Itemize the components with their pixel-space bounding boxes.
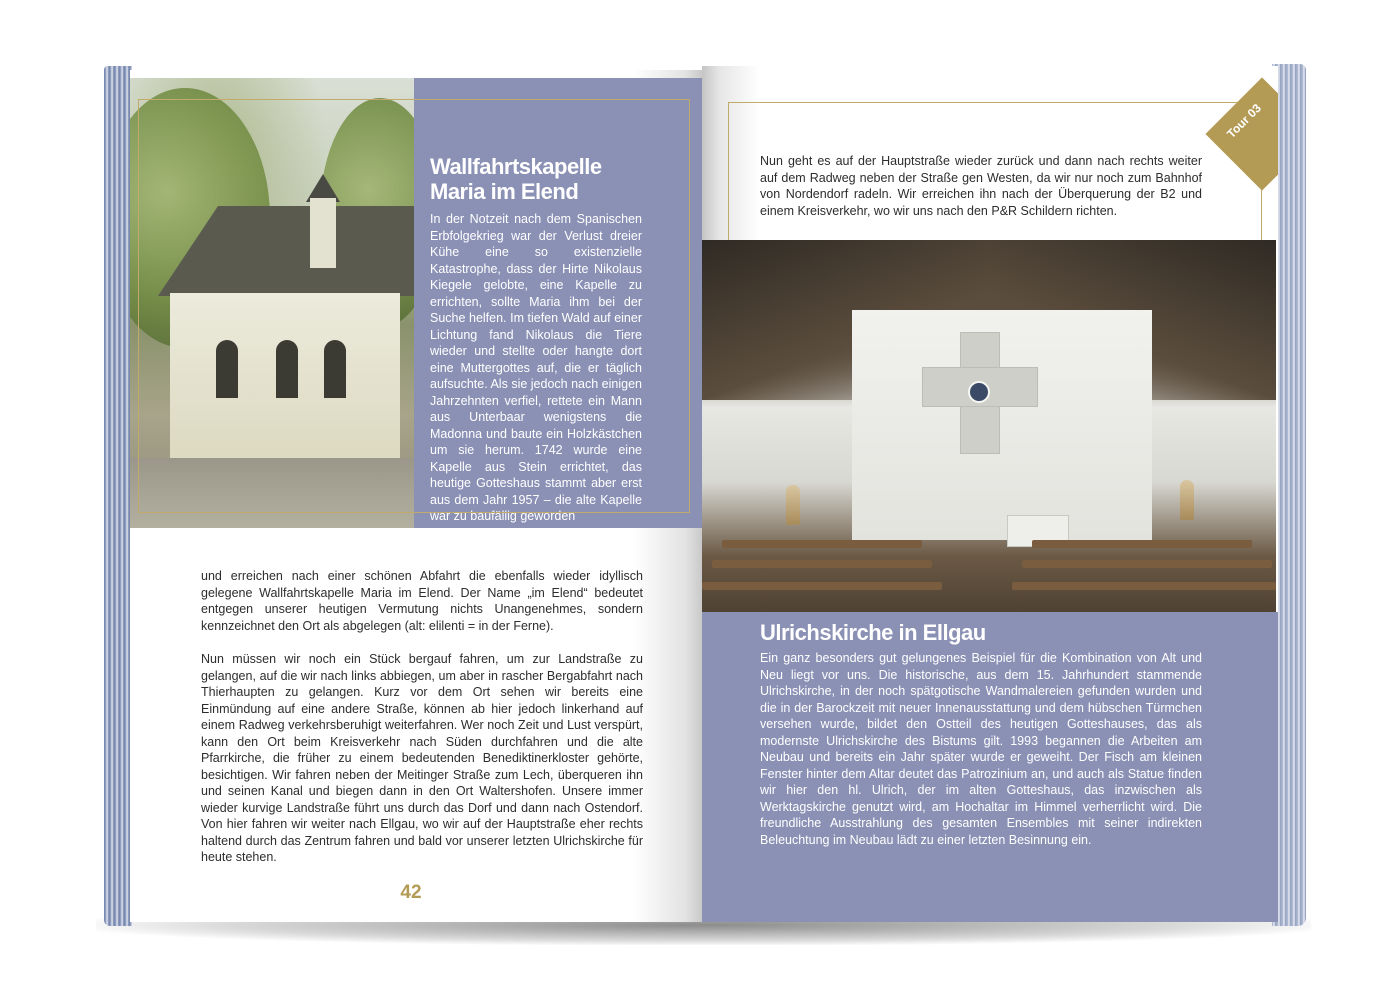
page-number: 42 [400,882,422,903]
chapel-title-line1: Wallfahrtskapelle [430,154,602,179]
pew [1032,540,1252,548]
chapel-box-text: In der Notzeit nach dem Spanischen Erbfolgekrieg war der Verlust dreier Kühe eine so existenzielle Katastrophe, dass der Hirte Nikolaus Kiegele gelobte, eine Kapelle zu errichten, sollte Maria ihm bei der Suche helfen. Im tiefen Wald auf einer Lichtung fand Nikolaus die Tiere wieder und stellte oder hangte dort eine Muttergottes auf, die er täglich aufsuchte. Als sie jedoch nach einigen Jahrzehnten verfiel, rettete ein Mann aus Unterbaar wenigstens die Madonna und baute ein Holzkästchen um sie herum. 1742 wurde eine Kapelle aus Stein errichtet, das heutige Gotteshaus stammt aber erst aus dem Jahr 1957 – die alte Kapelle war zu baufällig geworden [430,212,642,523]
pew [712,560,932,568]
pew [1022,560,1272,568]
chapel-title-line2: Maria im Elend [430,179,579,204]
right-page [702,66,1278,922]
left-page [130,70,702,922]
round-window [968,381,990,403]
intro-paragraph: Nun geht es auf der Hauptstraße wieder zurück und dann nach rechts weiter auf dem Radweg neben der Straße gen Westen, da wir nur noch zum Bahnhof von Nordendorf radeln. Wir erreichen ihn nach der Überquerung der B2 und einem Kreisverkehr, wo wir uns nach den P&R Schildern richten. [760,154,1202,218]
gold-frame [138,99,690,513]
pew [1012,582,1276,590]
pew [702,582,942,590]
body-paragraph-1: und erreichen nach einer schönen Abfahrt die ebenfalls wieder idyllisch gelegene Wallfahrtskapelle Maria im Elend. Der Name „im Elend“ bedeutet entgegen unserer heutigen Vermutung nichts Unangenehmes, sondern kennzeichnet den Ort als abgelegen (alt: elilenti = in der Ferne). [201,569,643,633]
statue [786,485,800,525]
altar-wall [852,310,1152,540]
page-stack-left [104,66,132,926]
tour-badge-label: Tour 03 [1224,101,1264,141]
pew [722,540,922,548]
church-box-title: Ulrichskirche in Ellgau [760,620,986,645]
statue [1180,480,1194,520]
body-paragraph-2: Nun müssen wir noch ein Stück bergauf fahren, um zur Landstraße zu gelangen, auf die wir nach links abbiegen, um aber in rascher Bergabfahrt nach Thierhaupten zu gelangen. Kurz vor dem Ort sehen wir bereits eine Einmündung auf eine andere Straße, können ab hier jedoch linkerhand auf einem Radweg verkehrsberuhigt weiterfahren. Wer noch Zeit und Lust verspürt, kann den Ort beim Kreisverkehr nach Süden durchfahren und die alte Pfarrkirche, die früher zu einem bedeutenden Benediktinerkloster gehörte, besichtigen. Wir fahren neben der Meitinger Straße zum Lech, überqueren ihn und seinen Kanal und biegen dann in den Ort Waltershofen. Unsere immer wieder kurvige Landstraße führt uns durch das Dorf und dann nach Ostendorf. Von hier fahren wir weiter nach Ellgau, wo wir auf der Hauptstraße eher rechts haltend durch das Zentrum fahren und bald vor unserer letzten Ulrichskirche für heute stehen. [201,652,643,864]
church-interior-photo [702,240,1276,612]
church-box-text: Ein ganz besonders gut gelungenes Beispiel für die Kombination von Alt und Neu liegt vor uns. Die historische, aus dem 15. Jahrhundert stammende Ulrichskirche, in der noch spätgotische Wandmalereien gefunden wurden und die in der Barockzeit mit neuer Innenausstattung und dem hübschen Türmchen versehen wurde, bildet den Ostteil des heutigen Gotteshauses, das als modernste Ulrichskirche des Bistums gilt. 1993 begannen die Arbeiten am Neubau und bereits ein Jahr später wurde er geweiht. Der Fisch am kleinen Fenster hinter dem Altar deutet das Patrozinium an, und auch als Statue finden wir hier den hl. Ulrich, der im alten Gotteshaus, das inzwischen als Werktagskirche genutzt wird, am Hochaltar im Himmel verherrlicht wird. Die freundliche Ausstrahlung des gesamten Ensembles mit seiner indirekten Beleuchtung im Neubau lädt zu einer letzten Besinnung ein. [760,651,1202,847]
info-box-church [702,612,1278,922]
